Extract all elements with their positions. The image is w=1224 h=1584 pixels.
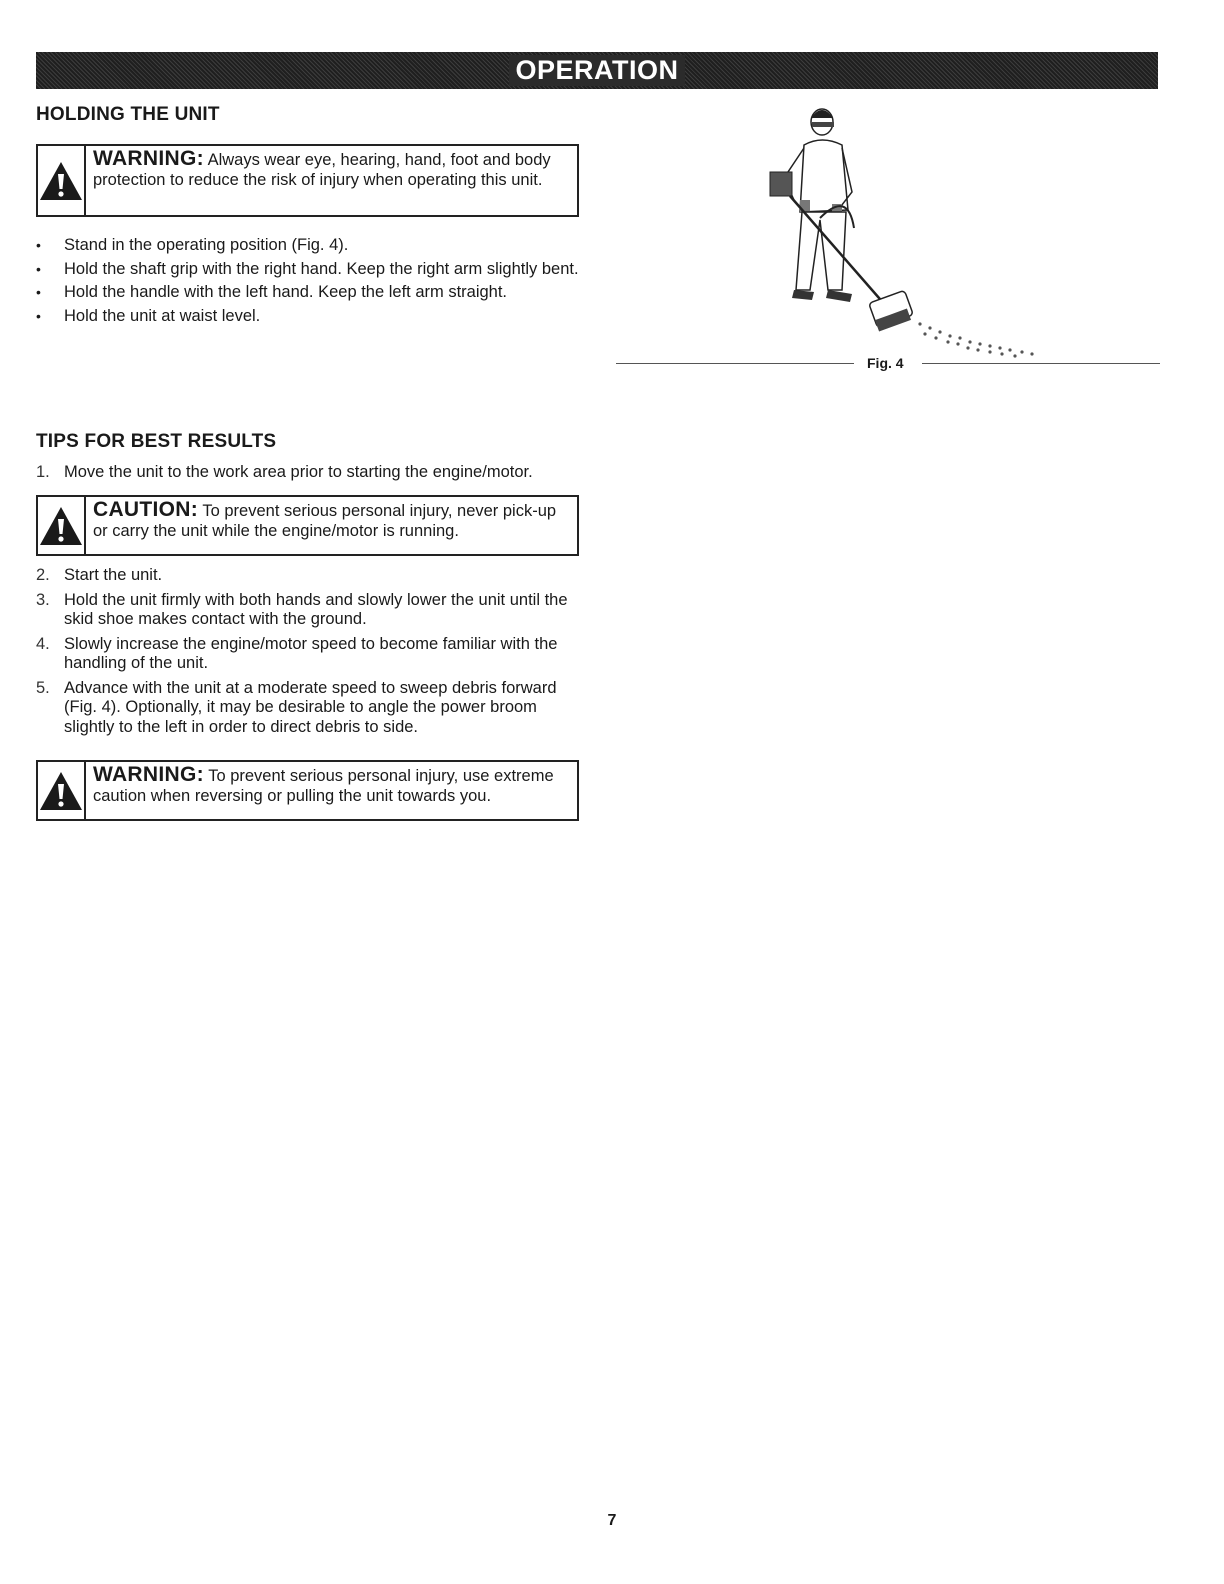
figure-rule-left: [616, 363, 854, 364]
list-item: • Hold the unit at waist level.: [36, 306, 261, 325]
caution-label: CAUTION:: [93, 498, 199, 521]
holding-warning-box: [36, 144, 579, 217]
warning-text: Always wear eye, hearing, hand, foot and body protection to reduce the risk of injury when operating this unit.: [93, 151, 551, 189]
list-item: 4. Slowly increase the engine/motor speed to become familiar with the handling of the unit.: [36, 634, 558, 672]
list-item: 5. Advance with the unit at a moderate speed to sweep debris forward (Fig. 4). Optionally, it may be desirable to angle the power broom slightly to the left in order to direct debris to side.: [36, 678, 557, 736]
caution-message: [86, 497, 577, 554]
tips-heading: TIPS FOR BEST RESULTS: [36, 431, 277, 452]
tips-warning-box: [36, 760, 579, 821]
warning-label: WARNING:: [93, 763, 204, 786]
warning-triangle-icon: [38, 146, 86, 215]
warning-label: WARNING:: [93, 147, 204, 170]
figure-rule-right: [922, 363, 1160, 364]
list-item: • Hold the handle with the left hand. Keep the left arm straight.: [36, 283, 508, 301]
caution-text: To prevent serious personal injury, never pick-up or carry the unit while the engine/motor is running.: [93, 502, 557, 540]
section-title: OPERATION: [509, 55, 684, 86]
operator-power-broom-illustration: [760, 100, 1050, 362]
holding-bullet-list: [36, 236, 584, 330]
holding-heading: HOLDING THE UNIT: [36, 104, 220, 125]
list-item: 3. Hold the unit firmly with both hands and slowly lower the unit until the skid shoe makes contact with the ground.: [36, 590, 568, 628]
warning-message: [86, 146, 577, 215]
list-item: • Stand in the operating position (Fig. 4).: [36, 236, 349, 254]
warning-text: To prevent serious personal injury, use extreme caution when reversing or pulling the unit towards you.: [93, 767, 554, 805]
warning-message: [86, 762, 577, 819]
page-number: 7: [607, 1512, 617, 1529]
list-item: 2. Start the unit.: [36, 566, 163, 584]
caution-box: [36, 495, 579, 556]
list-item: 1. Move the unit to the work area prior to starting the engine/motor.: [36, 463, 533, 481]
section-banner: [36, 52, 1158, 89]
tips-step-list: [36, 566, 584, 742]
list-item: • Hold the shaft grip with the right hand. Keep the right arm slightly bent.: [36, 259, 579, 278]
figure-caption: Fig. 4: [867, 355, 904, 371]
warning-triangle-icon: [38, 497, 86, 554]
tips-step-1: [36, 463, 584, 488]
warning-triangle-icon: [38, 762, 86, 819]
